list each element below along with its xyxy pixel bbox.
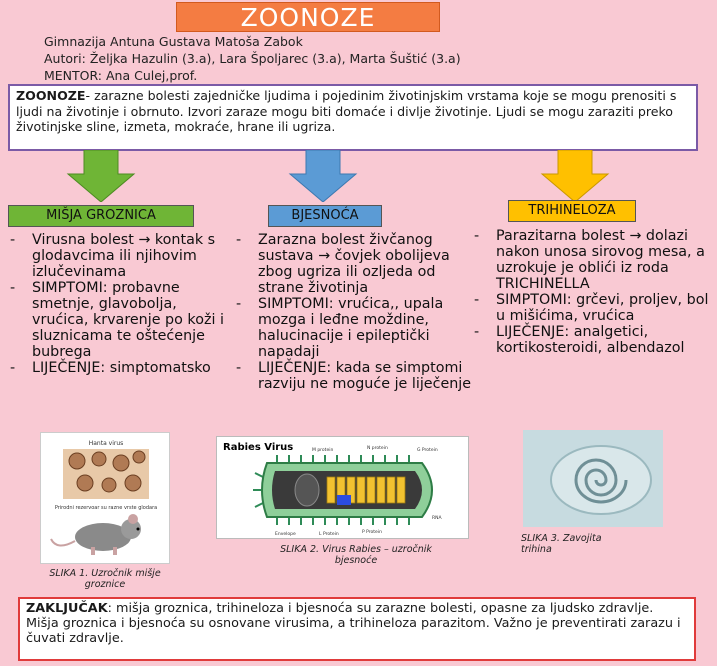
arrow-down-blue-icon xyxy=(288,150,358,202)
conclusion-text: : mišja groznica, trihineloza i bjesnoća su zarazne bolesti, opasne za ljudsko zdravlje. Mišja groznica i bjesnoća su osnovane virusima, a trihineloza parazitom. Važno je preventirati zarazu i čuvati zdravlje. xyxy=(26,601,681,646)
list-item: - SIMPTOMI: vrućica,, upala mozga i leđne moždine, halucinacije i epileptički napadaji xyxy=(236,296,444,360)
rabies-virus-image xyxy=(216,436,469,539)
definition-box xyxy=(8,84,698,151)
definition-text: - zarazne bolesti zajedničke ljudima i pojedinim životinjskim vrstama koje se mogu prenositi s ljudi na životinje i obrnuto. Izvori zaraze mogu biti domaće i divlje životinje. Ljudi se mogu zaraziti preko životinjske sline, izmeta, mokraće, hrane ili ugriza. xyxy=(16,88,677,134)
authors-line: Autori: Željka Hazulin (3.a), Lara Špoljarec (3.a), Marta Šuštić (3.a) xyxy=(44,51,461,66)
list-item: - Parazitarna bolest → dolazi nakon unosa sirovog mesa, a uzrokuje je oblići iz roda TRICHINELLA xyxy=(474,228,705,292)
conclusion-box xyxy=(18,597,696,661)
conclusion-label: ZAKLJUČAK xyxy=(26,601,108,616)
p-protein-label: P Protein xyxy=(362,530,382,535)
list-item: - LIJEČENJE: kada se simptomi razviju ne moguće je liječenje xyxy=(236,360,472,392)
rabies-virus-title: Rabies Virus xyxy=(223,442,294,453)
heading-bjesnoca: BJESNOĆA xyxy=(268,205,382,227)
envelope-label: Envelope xyxy=(275,532,296,537)
page-title: ZOONOZE xyxy=(176,2,440,32)
arrow-down-yellow-icon xyxy=(540,150,610,202)
image3-caption: SLIKA 3. Zavojita trihina xyxy=(521,533,602,555)
hanta-virus-illustration xyxy=(41,433,171,565)
rna-label: RNA xyxy=(432,516,442,521)
column-misja-groznica xyxy=(6,232,228,376)
image1-caption: SLIKA 1. Uzročnik mišje groznice xyxy=(49,568,161,590)
list-item: - LIJEČENJE: analgetici, kortikosteroidi, albendazol xyxy=(474,324,685,356)
image2-caption: SLIKA 2. Virus Rabies – uzročnik bjesnoće xyxy=(280,544,432,566)
mentor-line: MENTOR: Ana Culej,prof. xyxy=(44,68,198,83)
school-name: Gimnazija Antuna Gustava Matoša Zabok xyxy=(44,34,303,49)
list-item: - Zarazna bolest živčanog sustava → čovjek obolijeva zbog ugriza ili ozljeda od strane životinja xyxy=(236,232,450,296)
list-item: - Virusna bolest → kontak s glodavcima ili njihovim izlučevinama xyxy=(10,232,216,280)
trichinella-image xyxy=(523,430,663,527)
column-trihineloza xyxy=(470,228,710,356)
heading-trihineloza: TRIHINELOZA xyxy=(508,200,636,222)
list-item: - LIJEČENJE: simptomatsko xyxy=(10,360,211,376)
column-bjesnoca xyxy=(232,232,472,392)
trichinella-illustration xyxy=(523,430,663,527)
list-item: - SIMPTOMI: probavne smetnje, glavobolja, vrućica, krvarenje po koži i sluznicama te oštećenje bubrega xyxy=(10,280,224,360)
definition-term: ZOONOZE xyxy=(16,88,86,103)
l-protein-label: L Protein xyxy=(319,532,339,537)
hanta-virus-image xyxy=(40,432,170,564)
g-protein-label: G Protein xyxy=(417,448,438,453)
rabies-virus-diagram xyxy=(217,437,470,540)
m-protein-label: M protein xyxy=(312,448,334,453)
list-item: - SIMPTOMI: grčevi, proljev, bol u mišićima, vrućica xyxy=(474,292,709,324)
rodent-reservoir-label: Prirodni rezervoar su razne vrste glodara xyxy=(54,505,158,511)
heading-misja-groznica: MIŠJA GROZNICA xyxy=(8,205,194,227)
n-protein-label: N protein xyxy=(367,446,388,451)
hanta-virus-label: Hanta virus xyxy=(88,440,124,447)
arrow-down-green-icon xyxy=(66,150,136,202)
